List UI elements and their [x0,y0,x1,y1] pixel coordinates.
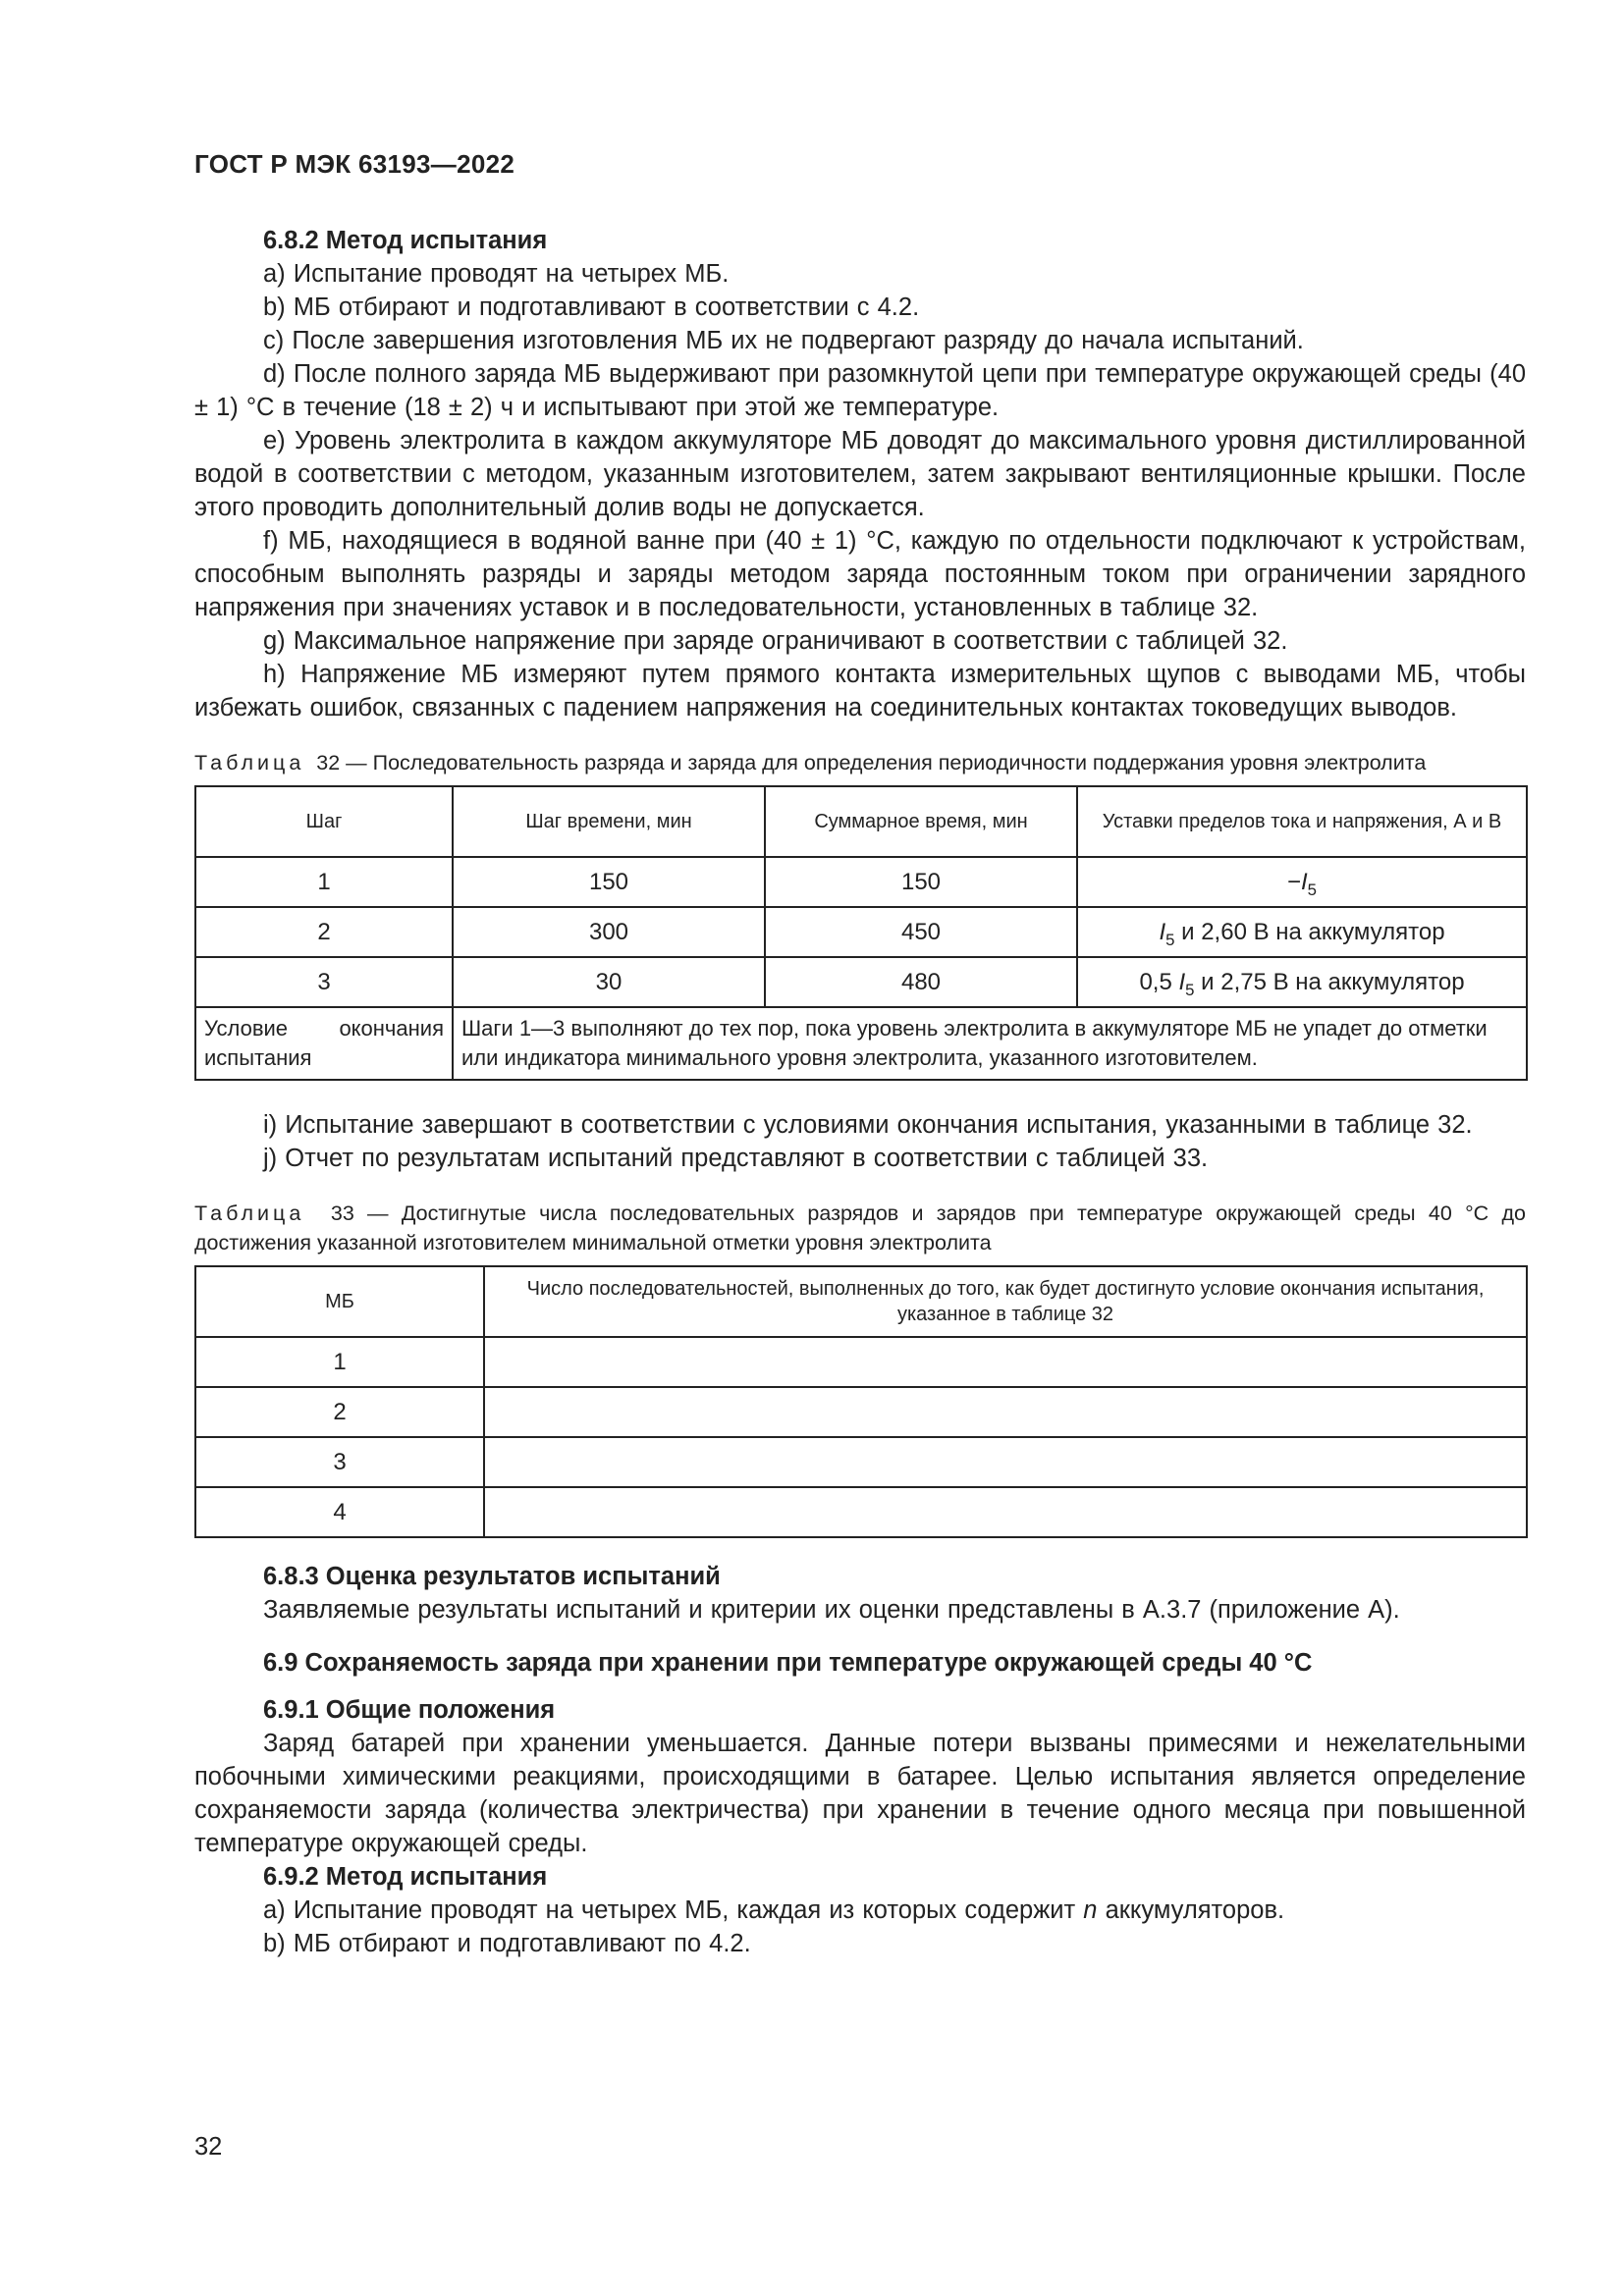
total-time-cell: 480 [765,957,1077,1007]
setpoint-suffix: и 2,75 В на аккумулятор [1194,968,1465,995]
setpoint-suffix: и 2,60 В на аккумулятор [1174,918,1445,945]
item-6-9-2-a-var: n [1083,1896,1098,1924]
table-32 [194,785,1528,1081]
step-time-cell: 150 [453,857,765,907]
empty-value-cell [484,1437,1527,1487]
table-32-row [195,907,1527,957]
current-subscript: 5 [1185,980,1195,999]
empty-value-cell [484,1337,1527,1387]
page-content [194,224,1526,1960]
battery-number-cell: 3 [195,1437,484,1487]
current-symbol: I [1178,968,1186,995]
table-33-caption [194,1199,1526,1257]
battery-number-cell: 1 [195,1337,484,1387]
item-b: b) МБ отбирают и подготавливают в соответствии с 4.2. [263,294,920,321]
section-6-8-3-heading: 6.8.3 Оценка результатов испытаний [263,1563,721,1590]
item-6-9-2-b: b) МБ отбирают и подготавливают по 4.2. [263,1930,751,1957]
table-32-header-cell: Суммарное время, мин [765,786,1077,857]
item-f: f) МБ, находящиеся в водяной ванне при (40 ± 1) °С, каждую по отдельности подключают к устройствам, способным выполнять разряды и заряды методом заряда постоянным током при ограничении зарядного напряжения при значениях уставок и в последовательности, установленных в таблице 32. [194,527,1526,621]
table-32-caption-label: Таблица [194,751,305,774]
setpoint-cell [1077,957,1527,1007]
section-6-9-1-text: Заряд батарей при хранении уменьшается. Данные потери вызваны примесями и нежелательными побочными химическими реакциями, происходящими в батарее. Целью испытания является определение сохраняемости заряда (количества электричества) при хранении в течение одного месяца при повышенной температуре окружающей среды. [194,1730,1526,1857]
table-32-caption-text: 32 — Последовательность разряда и заряда для определения периодичности поддержания уровня электролита [316,751,1427,774]
battery-number-cell: 2 [195,1387,484,1437]
table-33-row [195,1387,1527,1437]
step-cell: 2 [195,907,453,957]
table-32-caption [194,748,1526,777]
item-h: h) Напряжение МБ измеряют путем прямого контакта измерительных щупов с выводами МБ, чтобы избежать ошибок, связанных с падением напряжения на соединительных контактах токоведущих выводов. [194,661,1526,721]
table-32-header-cell: Шаг [195,786,453,857]
section-6-9-1-heading: 6.9.1 Общие положения [263,1696,556,1724]
table-32-header-row [195,786,1527,857]
table-33-row [195,1337,1527,1387]
empty-value-cell [484,1487,1527,1537]
item-a: a) Испытание проводят на четырех МБ. [263,260,730,288]
item-e: e) Уровень электролита в каждом аккумуляторе МБ доводят до максимального уровня дистиллированной водой в соответствии с методом, указанным изготовителем, затем закрывают вентиляционные крышки. После этого проводить дополнительный долив воды не допускается. [194,427,1526,521]
item-6-9-2-a [194,1894,1526,1927]
step-time-cell: 30 [453,957,765,1007]
page-number: 32 [194,2133,223,2161]
setpoint-cell [1077,857,1527,907]
table-33-header-cell: МБ [195,1266,484,1337]
current-symbol: I [1159,918,1166,945]
item-i: i) Испытание завершают в соответствии с условиями окончания испытания, указанными в таблице 32. [263,1111,1473,1139]
current-subscript: 5 [1165,930,1175,949]
empty-value-cell [484,1387,1527,1437]
total-time-cell: 450 [765,907,1077,957]
table-33-header-cell: Число последовательностей, выполненных до того, как будет достигнуто условие окончания испытания, указанное в таблице 32 [484,1266,1527,1337]
item-d: d) После полного заряда МБ выдерживают при разомкнутой цепи при температуре окружающей среды (40 ± 1) °С в течение (18 ± 2) ч и испытывают при этой же температуре. [194,360,1526,421]
setpoint-prefix: 0,5 [1139,968,1179,995]
table-32-header-cell: Шаг времени, мин [453,786,765,857]
total-time-cell: 150 [765,857,1077,907]
section-6-8-3-text: Заявляемые результаты испытаний и критерии их оценки представлены в А.3.7 (приложение А). [263,1596,1400,1624]
battery-number-cell: 4 [195,1487,484,1537]
section-6-9-2-heading: 6.9.2 Метод испытания [263,1863,548,1891]
current-symbol: I [1301,868,1308,895]
table-33-caption-label: Таблица [194,1201,305,1225]
step-time-cell: 300 [453,907,765,957]
item-j: j) Отчет по результатам испытаний представляют в соответствии с таблицей 33. [263,1145,1209,1172]
table-32-row [195,857,1527,907]
section-6-8-2-heading: 6.8.2 Метод испытания [263,227,548,254]
table-32-header-cell: Уставки пределов тока и напряжения, А и В [1077,786,1527,857]
section-6-9-heading: 6.9 Сохраняемость заряда при хранении при температуре окружающей среды 40 °С [263,1649,1313,1677]
table-33 [194,1265,1528,1538]
item-6-9-2-a-post: аккумуляторов. [1097,1896,1285,1924]
step-cell: 3 [195,957,453,1007]
item-c: c) После завершения изготовления МБ их не подвергают разряду до начала испытаний. [263,327,1304,354]
item-g: g) Максимальное напряжение при заряде ограничивают в соответствии с таблицей 32. [263,627,1288,655]
end-condition-label: Условие окончания испытания [195,1007,453,1080]
table-33-row [195,1487,1527,1537]
standard-header: ГОСТ Р МЭК 63193—2022 [194,149,515,179]
current-subscript: 5 [1307,880,1318,899]
table-33-caption-text: 33 — Достигнутые числа последовательных разрядов и зарядов при температуре окружающей среды 40 °С до достижения указанной изготовителем минимальной отметки уровня электролита [194,1201,1526,1255]
table-33-row [195,1437,1527,1487]
table-33-header-row [195,1266,1527,1337]
setpoint-cell [1077,907,1527,957]
end-condition-text: Шаги 1—3 выполняют до тех пор, пока уровень электролита в аккумуляторе МБ не упадет до отметки или индикатора минимального уровня электролита, указанного изготовителем. [453,1007,1527,1080]
setpoint-prefix: − [1286,868,1301,895]
item-6-9-2-a-pre: a) Испытание проводят на четырех МБ, каждая из которых содержит [263,1896,1084,1924]
step-cell: 1 [195,857,453,907]
table-32-end-condition-row [195,1007,1527,1080]
table-32-row [195,957,1527,1007]
